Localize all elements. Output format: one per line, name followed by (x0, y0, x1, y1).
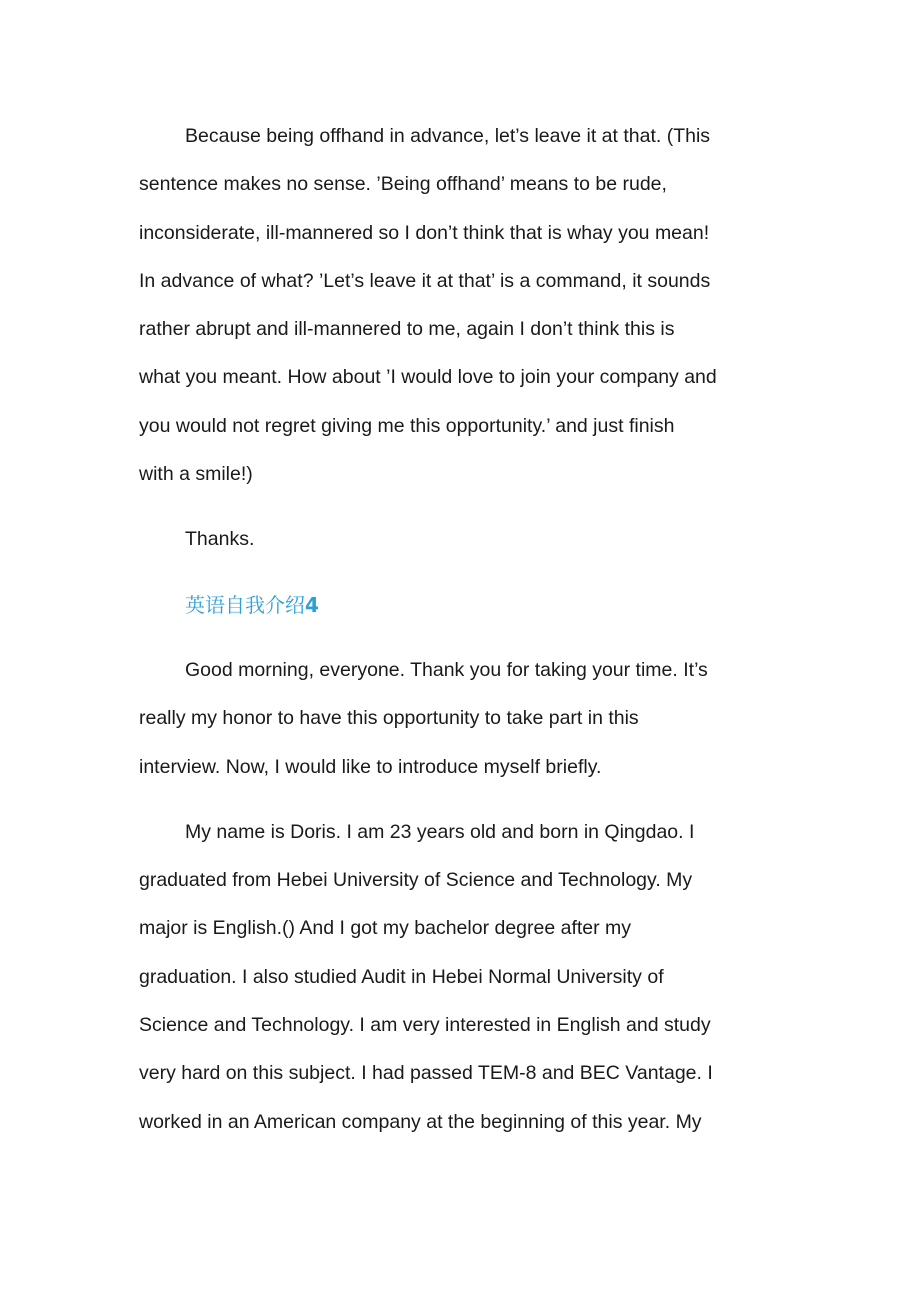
section-heading (139, 581, 789, 629)
paragraph-introduction: My name is Doris. I am 23 years old and born in Qingdao. I graduated from Hebei University of Science and Technology. My major is English.() And I got my bachelor degree after my graduation. I also studied Audit in Hebei Normal University of Science and Technology. I am very interested in English and study very hard on this subject. I had passed TEM-8 and BEC Vantage. I worked in an American company at the beginning of this year. My (139, 820, 713, 1133)
paragraph-greeting: Good morning, everyone. Thank you for taking your time. It’s really my honor to have this opportunity to take part in this interview. Now, I would like to introduce myself briefly. (139, 658, 708, 778)
paragraph-thanks: Thanks. (185, 528, 255, 551)
section-heading-text: 英语自我介绍 (185, 592, 305, 617)
document-body (139, 112, 789, 1163)
paragraph-feedback-note: Because being offhand in advance, let’s leave it at that. (This sentence makes no sense. ’Being offhand’ means to be rude, inconsiderate, ill-mannered so I don’t think that is whay you mean! In advance of what? ’Let’s leave it at that’ is a command, it sounds rather abrupt and ill-mannered to me, again I don’t think this is what you meant. How about ’I would love to join your company and you would not regret giving me this opportunity.’ and just finish with a smile!) (139, 125, 717, 486)
section-heading-number: 4 (305, 592, 319, 617)
